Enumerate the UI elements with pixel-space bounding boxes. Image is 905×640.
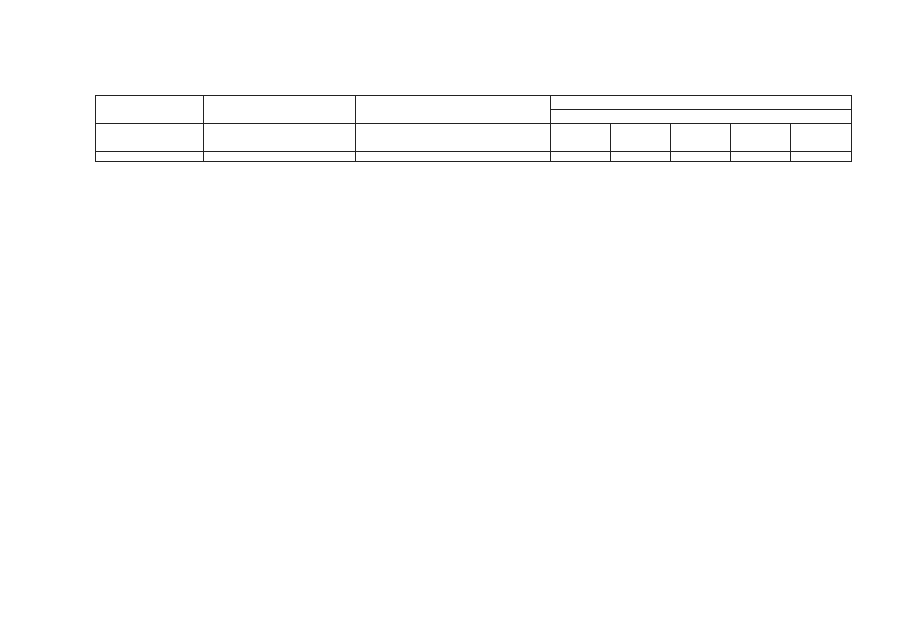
header-expenses xyxy=(551,96,852,110)
header-year-2017 xyxy=(551,124,611,152)
header-year-2018 xyxy=(611,124,671,152)
column-number xyxy=(356,152,551,162)
budget-table xyxy=(95,95,852,162)
column-number xyxy=(731,152,791,162)
header-by-years xyxy=(551,110,852,124)
column-number xyxy=(96,152,204,162)
column-number xyxy=(551,152,611,162)
column-number xyxy=(671,152,731,162)
header-program-name xyxy=(204,96,356,124)
header-year-2020 xyxy=(731,124,791,152)
column-number xyxy=(611,152,671,162)
column-number xyxy=(204,152,356,162)
header-year-2019 xyxy=(671,124,731,152)
header-year-2021 xyxy=(791,124,852,152)
header-status xyxy=(96,96,204,124)
column-number xyxy=(791,152,852,162)
header-executor xyxy=(356,96,551,124)
